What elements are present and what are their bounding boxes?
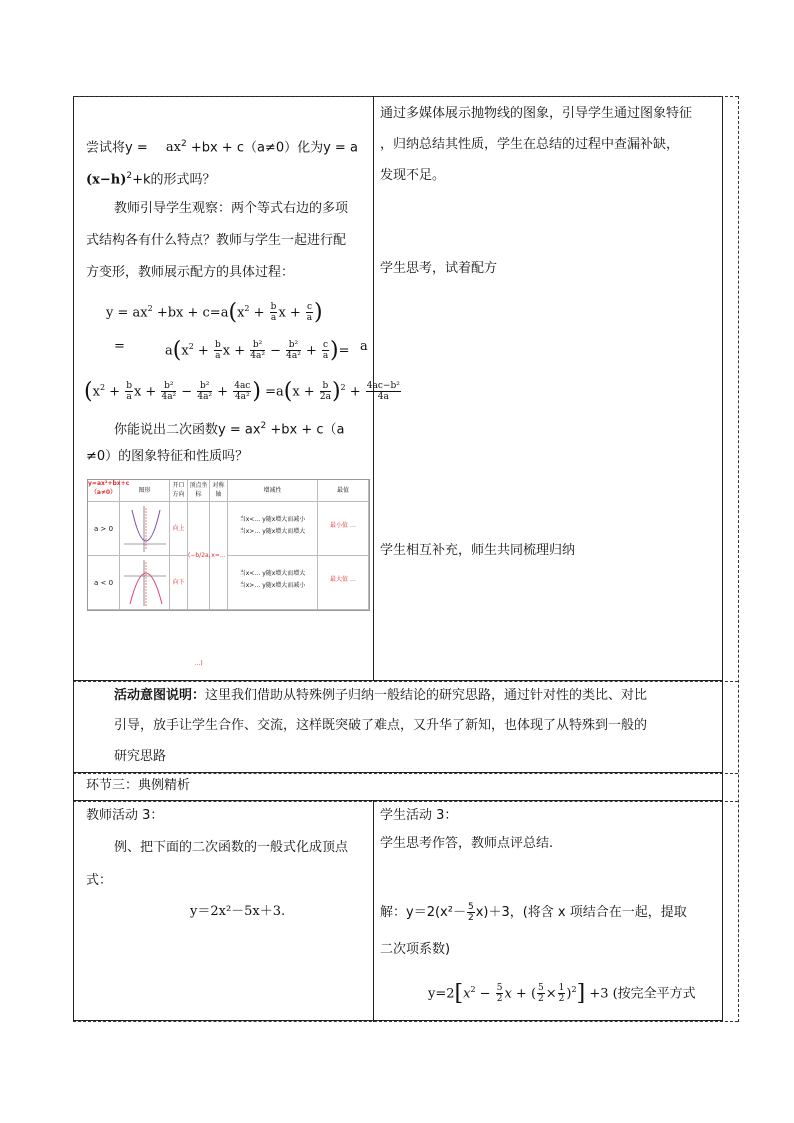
q1-text-a: 尝试将y = (86, 140, 152, 156)
table-min-cell: 最小值 … (318, 502, 369, 556)
table-header-axis: 对称轴 (210, 480, 228, 502)
row-dash-bottom (73, 1021, 738, 1022)
media-line-3: 发现不足。 (380, 168, 446, 183)
column-divider-bottom (373, 800, 374, 1022)
intent-line-1 (114, 686, 647, 706)
table-header-extreme: 最值 (318, 480, 369, 502)
row-dash-section-top (73, 773, 738, 774)
table-mono-down: 当x<… y随x增大而增大 当x>… y随x增大而减小 (228, 556, 318, 610)
media-line-2: ，归纳总结其性质，学生在总结的过程中查漏补缺， (380, 137, 680, 152)
derivation-step-2-tail: a (360, 339, 368, 354)
solution2-b: +3 (按完全平方式 (589, 986, 696, 1002)
table-max-cell: 最大值 … (318, 556, 369, 610)
parabola-properties-table (87, 479, 370, 667)
q1-text-c: +bx + c（a≠0）化为y = a (190, 140, 358, 156)
solution2-a: y=2 (428, 986, 455, 1002)
row-dash-intent-top (73, 681, 738, 682)
question-line-2: $(x-h)^2+k$的形式吗？ (86, 171, 216, 188)
section-title: 环节三：典例精析 (86, 778, 191, 793)
q2-text-a: (x−h) (86, 172, 127, 188)
solution-line-3: $y=2[x^2$ − $\frac{5}{2}$ x + ( $\frac{5}{2}$ × $\frac{1}{2}$ )$^2$] +3 (按完全平方式 (428, 980, 696, 1006)
intent-text-1: 这里我们借助从特殊例子归纳一般结论的研究思路，通过针对性的类比、对比 (205, 688, 648, 703)
guide-line-1: 教师引导学生观察：两个等式右边的多项 (114, 201, 349, 216)
margin-dash-right (738, 96, 739, 1022)
student-think: 学生思考，试着配方 (380, 261, 498, 276)
q3-text-b: +bx + c（a (270, 422, 345, 438)
guide-line-2: 式结构各有什么特点？教师与学生一起进行配 (86, 233, 347, 248)
eq3-mid: =a (265, 384, 284, 400)
question-line-4: ≠0）的图象特征和性质吗？ (86, 449, 249, 464)
q3-text-a: 你能说出二次函数y = ax (114, 422, 261, 438)
q2-text-b: +k的形式吗？ (132, 172, 216, 188)
intent-label: 活动意图说明： (114, 688, 206, 703)
q1-text-b: ax (165, 140, 181, 156)
student-activity-line-1: 学生思考作答，教师点评总结. (380, 836, 554, 851)
table-header-monotonicity: 增减性 (228, 480, 318, 502)
example-equation: y＝2x²－5x＋3. (190, 904, 286, 919)
student-summary: 学生相互补充，师生共同梳理归纳 (380, 543, 576, 558)
guide-line-3: 方变形，教师展示配方的具体过程： (86, 265, 295, 280)
solution-b: x)＋3，(将含 x 项结合在一起，提取 (475, 905, 687, 920)
solution-line-2: 二次项系数) (380, 942, 451, 957)
question-line-1: 尝试将$y = ax^2 +bx + c(a\ne 0)$化为y = a (86, 139, 358, 156)
eq2-a: a (165, 343, 173, 359)
intent-line-2: 引导，放手让学生合作、交流，这样既突破了难点，又升华了新知，也体现了从特殊到一般的 (114, 718, 648, 733)
question-line-3: 你能说出二次函数$y = ax^2 +bx + c(a$ (114, 421, 345, 438)
table-graph-down (120, 556, 170, 610)
table-header-formula: y=ax²+bx+c（a≠0） (88, 480, 120, 502)
eq2-end: = (338, 343, 350, 359)
media-line-1: 通过多媒体展示抛物线的图象，引导学生通过图象特征 (380, 106, 693, 121)
table-vertex-cell: (−b/2a, …) (188, 502, 210, 610)
student-activity-title: 学生活动 3： (380, 808, 458, 823)
teacher-activity-title: 教师活动 3： (86, 808, 164, 823)
table-header-vertex: 顶点坐标 (188, 480, 210, 502)
solution-line-1: 解：y＝2(x²－ $\frac{5}{2}$ x)＋3，(将含 x 项结合在一起，提取 (380, 902, 687, 923)
eq1-mid: +bx + c=a (156, 305, 229, 321)
derivation-step-2-body: $a(x^2$ + $\frac{b}{a}$ x + $\frac{\text{b²}}{\text{4a²}}$ − $\frac{\text{b²}}{\text{4a²}}$ + $\frac{c}{a}$ )= (165, 337, 350, 363)
derivation-step-1: $y = ax^2 +bx + c=a(x^2$ + $\frac{b}{a}$ x + $\frac{c}{a}$ ) (106, 299, 323, 325)
parabola-up-icon (120, 502, 170, 556)
table-header-direction: 开口方向 (170, 480, 188, 502)
solution-a: 解：y＝2(x²－ (380, 905, 466, 920)
teacher-example-line-2: 式： (86, 873, 113, 888)
table-border-right (722, 96, 723, 1022)
eq1-lhs: y = ax (106, 305, 148, 321)
table-row-a-positive: a > 0 (88, 502, 120, 556)
table-axis-cell: x=… (210, 502, 228, 610)
table-mono-up: 当x<… y随x增大而减小 当x>… y随x增大而增大 (228, 502, 318, 556)
row-dash-top (73, 96, 738, 97)
table-direction-down: 向下 (170, 556, 188, 610)
derivation-step-2: = (114, 339, 125, 354)
table-header-graph: 图形 (120, 480, 170, 502)
intent-line-3: 研究思路 (114, 749, 167, 764)
table-border-left (73, 96, 74, 1022)
table-direction-up: 向上 (170, 502, 188, 556)
parabola-down-icon (120, 556, 170, 610)
teacher-example-line-1: 例、把下面的二次函数的一般式化成顶点 (114, 840, 349, 855)
table-graph-up (120, 502, 170, 556)
row-dash-section-bottom (73, 801, 738, 802)
derivation-step-3: ($x^2$ + $\frac{b}{a}$ x + $\frac{\text{b²}}{\text{4a²}}$ − $\frac{\text{b²}}{\text{4a²}}$ + $\frac{4ac}{\text{4a²}}$ ) =a(x + $\frac{b}{2a}$ )$^2$ + $\frac{\text{4ac−b²}}{4a}$ (84, 378, 400, 404)
table-row-a-negative: a < 0 (88, 556, 120, 610)
